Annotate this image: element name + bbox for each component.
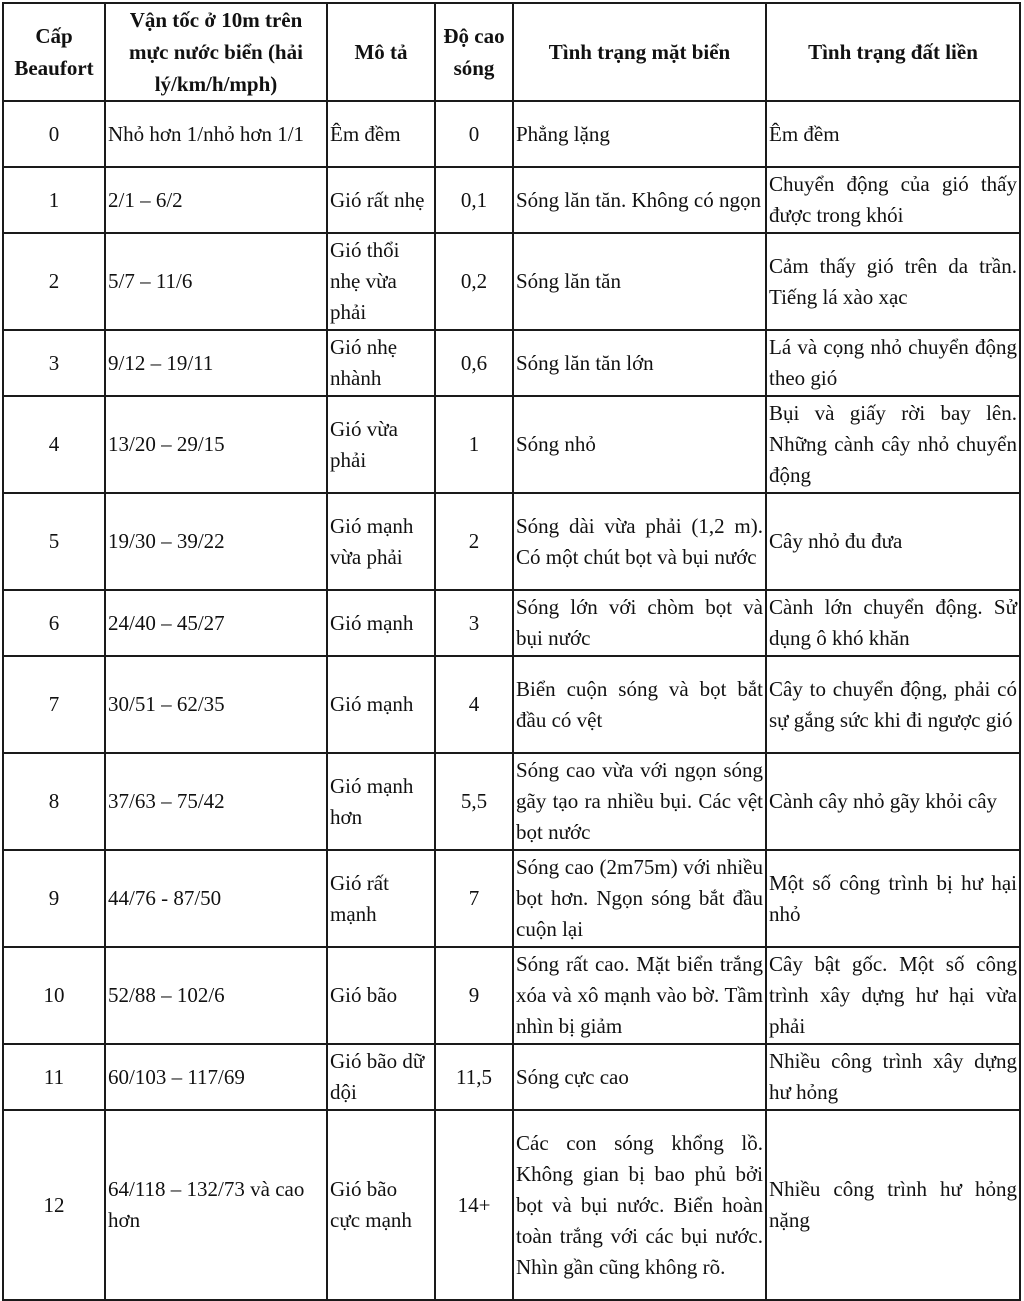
cell-land: Cành lớn chuyển động. Sử dụng ô khó khăn [766,590,1020,656]
cell-land: Lá và cọng nhỏ chuyển động theo gió [766,330,1020,396]
header-wave-height: Độ cao sóng [435,3,513,101]
cell-sea: Sóng dài vừa phải (1,2 m). Có một chút bọt và bụi nước [513,493,766,590]
table-row [3,656,1020,753]
cell-wave-height: 0,6 [435,330,513,396]
cell-speed: 5/7 – 11/6 [105,233,327,330]
cell-level: 4 [3,396,105,493]
cell-sea: Sóng cực cao [513,1044,766,1110]
beaufort-table [2,2,1021,1301]
cell-sea: Sóng cao vừa với ngọn sóng gãy tạo ra nhiều bụi. Các vệt bọt nước [513,753,766,850]
cell-wave-height: 2 [435,493,513,590]
table-row [3,101,1020,167]
cell-speed: 9/12 – 19/11 [105,330,327,396]
cell-speed: 44/76 - 87/50 [105,850,327,947]
cell-sea: Sóng cao (2m75m) với nhiều bọt hơn. Ngọn sóng bắt đầu cuộn lại [513,850,766,947]
cell-description: Gió rất mạnh [327,850,435,947]
table-row [3,947,1020,1044]
cell-sea: Các con sóng khổng lồ. Không gian bị bao phủ bởi bọt và bụi nước. Biển hoàn toàn trắng với các bụi nước. Nhìn gần cũng không rõ. [513,1110,766,1300]
cell-land: Nhiều công trình xây dựng hư hỏng [766,1044,1020,1110]
cell-level: 1 [3,167,105,233]
cell-sea: Biển cuộn sóng và bọt bắt đầu có vệt [513,656,766,753]
cell-description: Gió mạnh vừa phải [327,493,435,590]
cell-wave-height: 9 [435,947,513,1044]
table-row [3,233,1020,330]
cell-speed: 2/1 – 6/2 [105,167,327,233]
cell-level: 10 [3,947,105,1044]
header-wind-speed: Vận tốc ở 10m trên mực nước biển (hải lý/km/h/mph) [105,3,327,101]
cell-level: 6 [3,590,105,656]
cell-description: Gió mạnh [327,590,435,656]
cell-description: Gió nhẹ nhành [327,330,435,396]
cell-level: 12 [3,1110,105,1300]
cell-speed: 24/40 – 45/27 [105,590,327,656]
cell-description: Gió bão [327,947,435,1044]
cell-level: 0 [3,101,105,167]
cell-level: 9 [3,850,105,947]
cell-land: Êm đềm [766,101,1020,167]
cell-wave-height: 11,5 [435,1044,513,1110]
cell-wave-height: 4 [435,656,513,753]
cell-description: Gió mạnh [327,656,435,753]
cell-wave-height: 0,1 [435,167,513,233]
table-row [3,753,1020,850]
cell-description: Gió rất nhẹ [327,167,435,233]
cell-land: Cảm thấy gió trên da trần. Tiếng lá xào xạc [766,233,1020,330]
cell-speed: 60/103 – 117/69 [105,1044,327,1110]
table-row [3,1110,1020,1300]
cell-speed: Nhỏ hơn 1/nhỏ hơn 1/1 [105,101,327,167]
cell-speed: 13/20 – 29/15 [105,396,327,493]
cell-sea: Sóng lăn tăn. Không có ngọn [513,167,766,233]
header-sea-condition: Tình trạng mặt biển [513,3,766,101]
cell-wave-height: 0,2 [435,233,513,330]
cell-land: Nhiều công trình hư hỏng nặng [766,1110,1020,1300]
cell-wave-height: 3 [435,590,513,656]
cell-description: Gió vừa phải [327,396,435,493]
cell-level: 5 [3,493,105,590]
cell-land: Cây to chuyển động, phải có sự gắng sức khi đi ngược gió [766,656,1020,753]
cell-level: 11 [3,1044,105,1110]
table-row [3,167,1020,233]
cell-land: Bụi và giấy rời bay lên. Những cành cây nhỏ chuyển động [766,396,1020,493]
cell-wave-height: 14+ [435,1110,513,1300]
cell-description: Gió bão cực mạnh [327,1110,435,1300]
cell-speed: 19/30 – 39/22 [105,493,327,590]
cell-description: Gió thổi nhẹ vừa phải [327,233,435,330]
cell-speed: 64/118 – 132/73 và cao hơn [105,1110,327,1300]
cell-wave-height: 1 [435,396,513,493]
cell-wave-height: 5,5 [435,753,513,850]
cell-wave-height: 7 [435,850,513,947]
table-row [3,850,1020,947]
cell-description: Êm đềm [327,101,435,167]
cell-land: Cành cây nhỏ gãy khỏi cây [766,753,1020,850]
cell-wave-height: 0 [435,101,513,167]
cell-sea: Sóng lăn tăn [513,233,766,330]
cell-speed: 37/63 – 75/42 [105,753,327,850]
cell-description: Gió bão dữ dội [327,1044,435,1110]
cell-land: Cây nhỏ đu đưa [766,493,1020,590]
header-land-condition: Tình trạng đất liền [766,3,1020,101]
cell-level: 7 [3,656,105,753]
table-row [3,493,1020,590]
cell-sea: Sóng nhỏ [513,396,766,493]
header-description: Mô tả [327,3,435,101]
cell-level: 2 [3,233,105,330]
cell-sea: Sóng rất cao. Mặt biển trắng xóa và xô mạnh vào bờ. Tầm nhìn bị giảm [513,947,766,1044]
cell-sea: Sóng lăn tăn lớn [513,330,766,396]
cell-speed: 30/51 – 62/35 [105,656,327,753]
cell-sea: Sóng lớn với chòm bọt và bụi nước [513,590,766,656]
cell-land: Cây bật gốc. Một số công trình xây dựng hư hại vừa phải [766,947,1020,1044]
cell-land: Một số công trình bị hư hại nhỏ [766,850,1020,947]
header-beaufort-level: Cấp Beaufort [3,3,105,101]
table-row [3,330,1020,396]
cell-sea: Phẳng lặng [513,101,766,167]
table-row [3,1044,1020,1110]
cell-land: Chuyển động của gió thấy được trong khói [766,167,1020,233]
cell-level: 3 [3,330,105,396]
table-header-row [3,3,1020,101]
cell-speed: 52/88 – 102/6 [105,947,327,1044]
table-row [3,590,1020,656]
table-row [3,396,1020,493]
cell-level: 8 [3,753,105,850]
cell-description: Gió mạnh hơn [327,753,435,850]
